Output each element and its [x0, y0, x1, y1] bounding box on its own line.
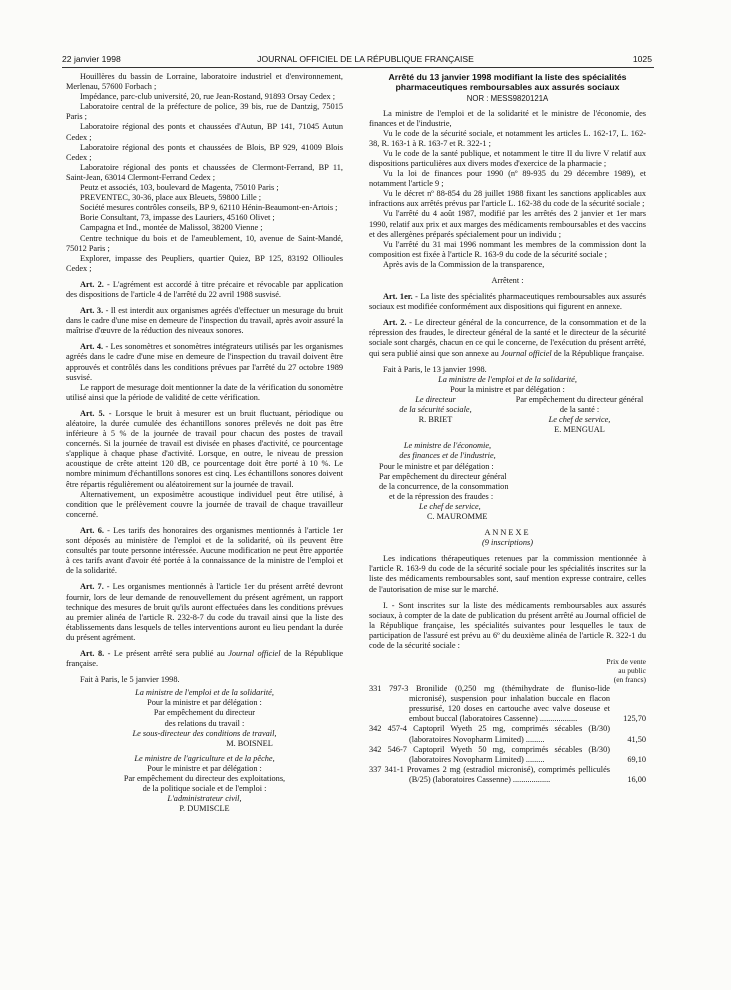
laboratory-entry: PREVENTEC, 30-36, place aux Bleuets, 59800 Lille ; [80, 193, 262, 203]
visa-entry: La ministre de l'emploi et de la solidarité et le ministre de l'économie, des finances et de l'industrie, [369, 108, 646, 128]
signature-block-1: La ministre de l'emploi et de la solidarité, Pour la ministre et par délégation : Par empêchement du directeur des relations du travail : Le sous-directeur des conditions de travail, M. BOISNEL [132, 688, 277, 748]
laboratory-entry: Peutz et associés, 103, boulevard de Magenta, 75010 Paris ; [80, 183, 279, 193]
laboratory-entry: Laboratoire central de la préfecture de police, 39 bis, rue de Dantzig, 75015 Paris ; [66, 102, 343, 122]
article-1-right: Art. 1er. - La liste des spécialités pharmaceutiques remboursables aux assurés sociaux est modifiée conformément aux dispositions qui figurent en annexe. [369, 292, 646, 312]
visa-entry: Vu la loi de finances pour 1990 (nº 89-935 du 29 décembre 1989), et notamment l'article 9 ; [369, 169, 646, 189]
drug-description: 337 341-1 Provames 2 mg (estradiol micronisé), comprimés pelliculés (B/25) (laboratoires Cassenne) .................. [369, 764, 610, 784]
signing-date-left: Fait à Paris, le 5 janvier 1998. [80, 675, 180, 685]
drug-entry [369, 765, 646, 785]
price-column-header: Prix de vente au public (en francs) [606, 657, 646, 685]
article-4-paragraph: Le rapport de mesurage doit mentionner la date de la vérification du sonomètre utilisé ainsi que la période de validité de cette vérification. [66, 382, 343, 402]
header-journal-title: JOURNAL OFFICIEL DE LA RÉPUBLIQUE FRANÇAISE [257, 54, 474, 64]
drug-price: 125,70 [623, 714, 646, 724]
drug-price: 69,10 [627, 754, 646, 764]
annexe-subtitle: (9 inscriptions) [482, 538, 533, 548]
laboratory-entry: Impédance, parc-club université, 20, rue Jean-Rostand, 91893 Orsay Cedex ; [80, 92, 336, 102]
article-6-left: Art. 6. - Les tarifs des honoraires des organismes mentionnés à l'article 1er sont déposés au ministère de l'emploi et de la solidarité, où ils peuvent être consultés par toute personne intéressée. Aucune modification ne peut être apportée à ces tarifs avant d'avoir été portée à la connaissance de la ministre de l'emploi et de la solidarité. [66, 525, 343, 576]
laboratory-entry: Borie Consultant, 73, impasse des Lauriers, 45160 Olivet ; [80, 213, 275, 223]
signature-block-5: Le ministre de l'économie, des finances et de l'industrie, [399, 441, 496, 461]
drug-price: 16,00 [627, 774, 646, 784]
header-rule [62, 67, 654, 68]
drug-description: 342 546-7 Captopril Wyeth 50 mg, comprimés sécables (B/30) (laboratoires Novopharm Limited) ......... [369, 744, 610, 764]
header-page-number: 1025 [632, 54, 652, 64]
article-3-left: Art. 3. - Il est interdit aux organismes agréés d'effectuer un mesurage du bruit dans le cadre d'une mise en demeure de l'inspection du travail, après avoir assuré la maîtrise d'œuvre de la réduction des niveaux sonores. [66, 306, 343, 336]
laboratory-entry: Campagna et Ind., montée de Malissol, 38200 Vienne ; [80, 223, 263, 233]
laboratory-entry: Houillères du bassin de Lorraine, laboratoire industriel et d'environnement, Merlenau, 57600 Forbach ; [66, 72, 343, 92]
laboratory-entry: Centre technique du bois et de l'ameublement, 10, avenue de Saint-Mandé, 75012 Paris ; [66, 233, 343, 253]
running-header [0, 54, 731, 68]
laboratory-entry: Société mesures contrôles conseils, BP 9, 62110 Hénin-Beaumont-en-Artois ; [80, 203, 338, 213]
arretent-heading: Arrêtent : [491, 276, 524, 285]
laboratory-entry: Laboratoire régional des ponts et chaussées d'Autun, BP 141, 71045 Autun Cedex ; [66, 122, 343, 142]
visa-entry: Vu le code de la sécurité sociale, et notamment les articles L. 162-17, L. 162-38, R. 163-1 à R. 163-7 et R. 322-1 ; [369, 128, 646, 148]
left-column [66, 72, 343, 814]
drug-entry [369, 684, 646, 724]
signature-block-2: Le ministre de l'agriculture et de la pêche, Pour le ministre et par délégation : Par empêchement du directeur des exploitations, de la politique sociale et de l'emploi : L'administrateur civil, P. DUMISCLE [123, 753, 286, 814]
visa-entry: Vu l'arrêté du 31 mai 1996 nommant les membres de la commission dont la composition est fixée à l'article R. 163-9 du code de la sécurité sociale ; [369, 239, 646, 259]
visa-entry: Vu l'arrêté du 4 août 1987, modifié par les arrêtés des 2 janvier et 1er mars 1990, relatif aux prix et aux marges des médicaments remboursables et des vaccins et des allergènes préparés spécialement pour un individu ; [369, 209, 646, 239]
annexe-title: ANNEXE [484, 528, 531, 538]
visa-entry: Vu le décret nº 88-854 du 28 juillet 1988 fixant les sanctions applicables aux infractions aux arrêtés prévus par l'article L. 162-38 du code de la sécurité sociale ; [369, 189, 646, 209]
header-date: 22 janvier 1998 [62, 54, 121, 64]
annexe-section-1: I. - Sont inscrites sur la liste des médicaments remboursables aux assurés sociaux, à compter de la date de publication du présent arrêté au Journal officiel de la République française, les spécialités suivantes pour lesquelles le taux de participation de l'assuré est prévu au 6º du deuxième alinéa de l'article R. 322-1 du code de la sécurité sociale : [369, 600, 646, 650]
article-2-right: Art. 2. - Le directeur général de la concurrence, de la consommation et de la répression des fraudes, le directeur général de la santé et le directeur de la sécurité sociale sont chargés, chacun en ce qui le concerne, de l'exécution du présent arrêté, qui sera publié ainsi que son annexe au Journal officiel de la République française. [369, 318, 646, 358]
signing-date-right: Fait à Paris, le 13 janvier 1998. [383, 364, 487, 374]
laboratory-entry: Laboratoire régional des ponts et chaussées de Blois, BP 929, 41009 Blois Cedex ; [66, 142, 343, 162]
drug-description: 342 457-4 Captopril Wyeth 25 mg, comprimés sécables (B/30) (laboratoires Novopharm Limited) ......... [369, 724, 610, 744]
visas-list [369, 109, 646, 271]
article-4-left: Art. 4. - Les sonomètres et sonomètres intégrateurs utilisés par les organismes agréés dans le cadre d'une mise en demeure de l'inspection du travail doivent être approuvés et contrôlés dans les conditions prévues par l'arrêté du 27 octobre 1989 susvisé. [66, 342, 343, 382]
laboratory-entry: Explorer, impasse des Peupliers, quartier Quiez, BP 125, 83192 Ollioules Cedex ; [66, 253, 343, 273]
laboratory-entry: Laboratoire régional des ponts et chaussées de Clermont-Ferrand, BP 11, Saint-Jean, 63014 Clermont-Ferrand Cedex ; [66, 162, 343, 182]
article-8-left: Art. 8. - Le présent arrêté sera publié au Journal officiel de la République française. [66, 648, 343, 669]
drug-entry [369, 745, 646, 765]
drug-description: 331 797-3 Bronilide (0,250 mg (thémihydrate de fluniso-lide micronisé), suspension pour inhalation buccale en flacon pressurisé, 120 doses en cartouche avec valve doseuse et embout buccal (laboratoires Cassenne) .................. [369, 684, 610, 724]
nor-reference: NOR : MESS9820121A [466, 94, 549, 104]
article-7-left: Art. 7. - Les organismes mentionnés à l'article 1er du présent arrêté devront fournir, lors de leur demande de renouvellement du présent agrément, un rapport technique des mesures de bruit qu'ils auront effectuées dans les conditions prévues au premier alinéa de l'article R. 232-8-7 du code du travail ainsi que la liste des établissements dans lesquels de telles interventions auront eu lieu pendant la durée du présent agrément. [66, 582, 343, 642]
signature-block-6: Pour le ministre et par délégation : Par empêchement du directeur général de la concurrence, de la consommation et de la répression des fraudes : Le chef de service, C. MAUROMME [379, 461, 509, 521]
article-5-left: Art. 5. - Lorsque le bruit à mesurer est un bruit fluctuant, périodique ou aléatoire, la durée cumulée des échantillons sonores prélevés ne doit pas être inférieure à 5 % de la journée de travail pour chacun des postes de travail concernés. Si la journée de travail est divisée en phases d'activité, ce pourcentage s'applique à chaque phase d'activité. Lorsque, en outre, le niveau de pression acoustique de crête atteint 120 dB, ce pourcentage doit être porté à 10 %. Le nombre minimum d'échantillons sonores est cinq. Les échantillons sonores doivent être répartis régulièrement ou aléatoirement sur la journée de travail. [66, 408, 343, 489]
article-2-left: Art. 2. - L'agrément est accordé à titre précaire et révocable par application des dispositions de l'article 4 de l'arrêté du 22 avril 1988 susvisé. [66, 279, 343, 299]
article-5-paragraph: Alternativement, un exposimètre acoustique individuel peut être utilisé, à condition que le prélèvement couvre la journée de travail de chaque travailleur concerné. [66, 489, 343, 519]
decree-title: Arrêté du 13 janvier 1998 modifiant la liste des spécialités pharmaceutiques remboursables aux assurés sociaux [388, 72, 627, 93]
drug-list [369, 684, 646, 785]
signature-block-4: Le directeur de la sécurité sociale, R. BRIET Par empêchement du directeur général de la santé : Le chef de service, E. MENGUAL [399, 394, 644, 435]
signature-block-3: La ministre de l'emploi et de la solidarité, Pour la ministre et par délégation : [438, 374, 577, 394]
visa-entry: Vu le code de la santé publique, et notamment le titre II du livre V relatif aux dispositions particulières aux divers modes d'exercice de la pharmacie ; [369, 148, 646, 168]
annexe-intro: Les indications thérapeutiques retenues par la commission mentionnée à l'article R. 163-9 du code de la sécurité sociale pour les spécialités inscrites sur la liste des médicaments remboursables sont, sauf mention expresse contraire, celles de l'autorisation de mise sur le marché. [369, 554, 646, 594]
drug-price: 41,50 [627, 734, 646, 744]
visa-entry: Après avis de la Commission de la transparence, [383, 259, 545, 269]
laboratory-list [66, 72, 343, 274]
right-column [369, 72, 646, 785]
drug-entry [369, 724, 646, 744]
